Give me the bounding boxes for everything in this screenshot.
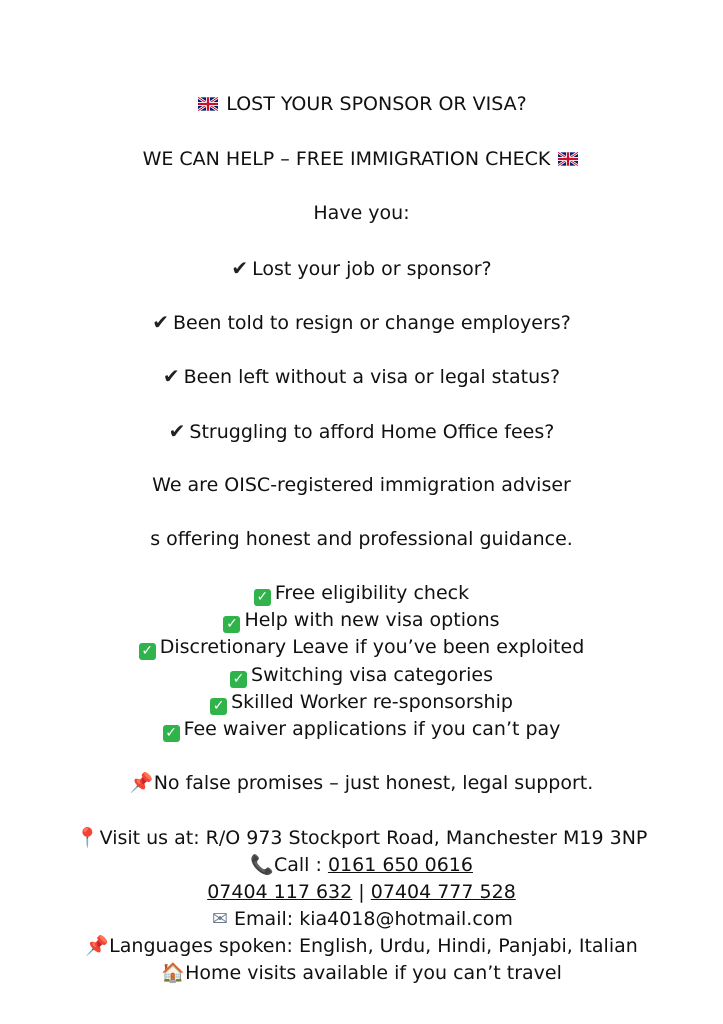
- checkmark-icon: ✔: [168, 419, 186, 443]
- about-text-2: s offering honest and professional guidance.: [150, 528, 573, 550]
- question-item: [0, 309, 723, 336]
- service-item: [0, 689, 723, 715]
- question-text: Struggling to afford Home Office fees?: [189, 421, 555, 443]
- service-text: Discretionary Leave if you’ve been exploited: [159, 636, 585, 658]
- call-line: [0, 852, 723, 878]
- pushpin-icon: 📌: [85, 935, 109, 957]
- service-text: Switching visa categories: [251, 664, 493, 686]
- pushpin-icon: 📌: [129, 772, 154, 794]
- checkmark-icon: ✔: [152, 310, 169, 334]
- house-icon: 🏠: [161, 962, 185, 984]
- promise-line: [0, 770, 723, 796]
- question-text: Been told to resign or change employers?: [172, 312, 571, 334]
- heading-text: LOST YOUR SPONSOR OR VISA?: [226, 93, 527, 115]
- home-visits-line: [0, 960, 723, 986]
- check-box-icon: ✓: [210, 698, 227, 715]
- phone-link-1[interactable]: 0161 650 0616: [327, 854, 473, 876]
- languages-line: [0, 933, 723, 959]
- question-text: Been left without a visa or legal status?: [183, 366, 561, 388]
- phone-separator: |: [352, 881, 371, 903]
- question-item: [0, 255, 723, 282]
- uk-flag-icon: [198, 97, 218, 111]
- phone-icon: 📞: [249, 854, 274, 876]
- service-item: [0, 662, 723, 688]
- phone-link-3[interactable]: 07404 777 528: [370, 881, 516, 903]
- service-text: Skilled Worker re-sponsorship: [231, 691, 513, 713]
- have-you-line: [0, 200, 723, 226]
- about-line-1: [0, 472, 723, 498]
- mobile-line: [0, 879, 723, 905]
- service-text: Help with new visa options: [244, 609, 500, 631]
- email-line: [0, 906, 723, 932]
- service-text: Free eligibility check: [274, 582, 470, 604]
- languages-text: Languages spoken: English, Urdu, Hindi, Panjabi, Italian: [109, 935, 638, 957]
- about-line-2: [0, 526, 723, 552]
- question-text: Lost your job or sponsor?: [252, 258, 492, 280]
- heading-line: [0, 91, 723, 117]
- check-box-icon: ✓: [223, 616, 240, 633]
- check-box-icon: ✓: [254, 589, 271, 606]
- promise-text: No false promises – just honest, legal support.: [153, 772, 594, 794]
- call-label: Call :: [273, 854, 328, 876]
- checkmark-icon: ✔: [162, 364, 180, 388]
- home-visits-text: Home visits available if you can’t travel: [185, 962, 562, 984]
- service-item: [0, 607, 723, 633]
- service-item: [0, 716, 723, 742]
- uk-flag-icon: [558, 152, 578, 166]
- location-pin-icon: 📍: [75, 827, 100, 849]
- check-box-icon: ✓: [163, 725, 180, 742]
- service-text: Fee waiver applications if you can’t pay: [183, 718, 561, 740]
- phone-link-2[interactable]: 07404 117 632: [207, 881, 353, 903]
- checkmark-icon: ✔: [231, 256, 249, 280]
- service-item: [0, 634, 723, 660]
- check-box-icon: ✓: [139, 643, 156, 660]
- about-text-1: We are OISC-registered immigration adviser: [152, 474, 571, 496]
- address-line: [0, 825, 723, 851]
- subheading-line: [0, 146, 723, 172]
- envelope-icon: ✉: [212, 908, 228, 930]
- question-item: [0, 363, 723, 390]
- address-text: Visit us at: R/O 973 Stockport Road, Manchester M19 3NP: [99, 827, 648, 849]
- have-you-text: Have you:: [313, 202, 410, 224]
- subheading-text: WE CAN HELP – FREE IMMIGRATION CHECK: [142, 148, 551, 170]
- email-text[interactable]: Email: kia4018@hotmail.com: [234, 908, 513, 930]
- check-box-icon: ✓: [230, 671, 247, 688]
- question-item: [0, 418, 723, 445]
- service-item: [0, 580, 723, 606]
